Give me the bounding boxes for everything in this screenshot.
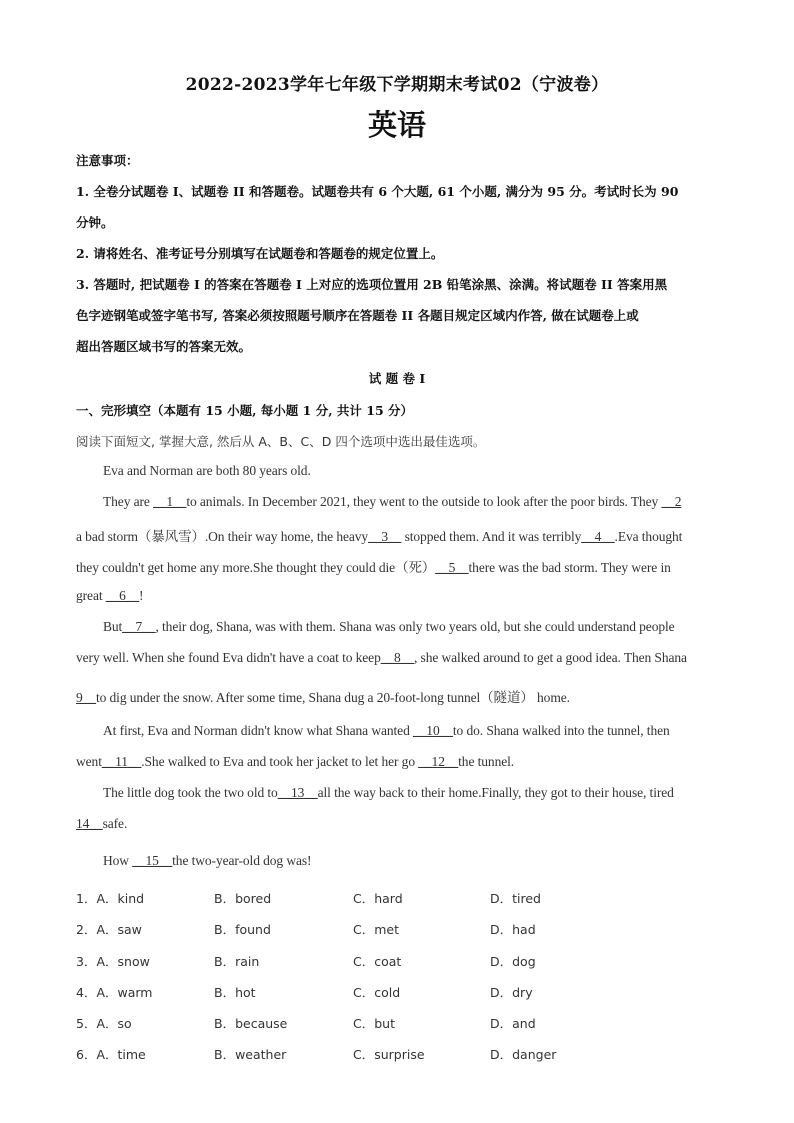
passage-text: they couldn't get home any more.She thought they could die（死） — [76, 560, 436, 575]
question-options-1 — [76, 889, 720, 909]
blank-4: __4__ — [581, 529, 615, 544]
blank-5: __5__ — [435, 560, 469, 575]
passage-text: all the way back to their home.Finally, they got to their house, tired — [317, 785, 674, 800]
passage-text: , she walked around to get a good idea. Then Shana — [414, 650, 687, 665]
option-a: 1．A．kind — [76, 891, 145, 906]
option-d: D．had — [490, 922, 536, 937]
blank-15: __15__ — [132, 853, 173, 868]
instruction: 阅读下面短文, 掌握大意, 然后从 A、B、C、D 四个选项中选出最佳选项。 — [76, 434, 486, 449]
option-d: D．dry — [490, 985, 533, 1000]
passage-line-4 — [76, 556, 720, 576]
notice-item-2: 2. 请将姓名、准考证号分别填写在试题卷和答题卷的规定位置上。 — [76, 246, 444, 261]
blank-13: __13__ — [277, 785, 318, 800]
option-d: D．and — [490, 1016, 536, 1031]
passage-text: .Eva thought — [614, 529, 683, 544]
notice-heading: 注意事项： — [76, 153, 139, 168]
passage-line-2 — [103, 494, 747, 510]
passage-text: to do. Shana walked into the tunnel, then — [452, 723, 670, 738]
passage-text: stopped them. And it was terribly — [401, 529, 582, 544]
passage-line-12 — [76, 816, 720, 832]
option-a: 3．A．snow — [76, 954, 150, 969]
passage-line-9 — [103, 723, 747, 739]
question-options-6 — [76, 1045, 720, 1065]
passage-line-3 — [76, 525, 720, 545]
option-b: B．found — [214, 922, 271, 937]
option-c: C．but — [353, 1016, 395, 1031]
notice-item-3-line-1: 3. 答题时, 把试题卷 I 的答案在答题卷 I 上对应的选项位置用 2B 铅笔涂黑、涂满。将试题卷 II 答案用黑 — [76, 277, 668, 292]
question-options-2 — [76, 920, 720, 940]
blank-3: __3__ — [368, 529, 402, 544]
option-c: C．surprise — [353, 1047, 425, 1062]
passage-text: the two-year-old dog was! — [172, 853, 312, 868]
blank-2: __2 — [661, 494, 682, 509]
passage-text: They are — [103, 494, 154, 509]
question-options-4 — [76, 983, 720, 1003]
blank-8: __8__ — [380, 650, 414, 665]
passage-text: The little dog took the two old to — [103, 785, 278, 800]
passage-line-6 — [103, 619, 747, 635]
passage-text: went — [76, 754, 102, 769]
option-b: B．weather — [214, 1047, 287, 1062]
notice-item-1-line-1: 1. 全卷分试题卷 I、试题卷 II 和答题卷。试题卷共有 6 个大题, 61 个小题, 满分为 95 分。考试时长为 90 — [76, 184, 679, 199]
passage-text: a bad storm（暴风雪）.On their way home, the heavy — [76, 529, 369, 544]
option-a: 4．A．warm — [76, 985, 153, 1000]
passage-text: safe. — [102, 816, 128, 831]
passage-line-13 — [103, 853, 747, 869]
passage-text: very well. When she found Eva didn't have a coat to keep — [76, 650, 381, 665]
option-d: D．tired — [490, 891, 541, 906]
blank-12: __12__ — [418, 754, 459, 769]
question-options-3 — [76, 952, 720, 972]
option-b: B．hot — [214, 985, 256, 1000]
option-b: B．bored — [214, 891, 272, 906]
passage-line-11 — [103, 785, 747, 801]
passage-text: ! — [139, 588, 144, 603]
option-d: D．dog — [490, 954, 536, 969]
blank-7: __7__ — [122, 619, 156, 634]
passage-text: How — [103, 853, 133, 868]
blank-1: __1__ — [153, 494, 187, 509]
subject-title: 英语 — [367, 108, 426, 142]
passage-line-1 — [103, 463, 747, 479]
notice-item-3-line-2: 色字迹钢笔或签字笔书写, 答案必须按照题号顺序在答题卷 II 各题目规定区域内作答, 做在试题卷上或 — [76, 308, 639, 323]
option-a: 6．A．time — [76, 1047, 146, 1062]
notice-item-3-line-3: 超出答题区域书写的答案无效。 — [76, 339, 252, 354]
option-c: C．coat — [353, 954, 402, 969]
passage-text: .She walked to Eva and took her jacket to let her go — [141, 754, 419, 769]
passage-text: , their dog, Shana, was with them. Shana was only two years old, but she could understand people — [155, 619, 675, 634]
blank-10: __10__ — [413, 723, 453, 738]
option-c: C．cold — [353, 985, 401, 1000]
passage-text: At first, Eva and Norman didn't know what Shana wanted — [103, 723, 413, 738]
paper-label: 试 题 卷 I — [368, 371, 426, 386]
blank-14: 14__ — [76, 816, 103, 831]
passage-line-10 — [76, 754, 720, 770]
passage-line-5 — [76, 588, 720, 604]
part-title: 一、完形填空（本题有 15 小题, 每小题 1 分, 共计 15 分） — [76, 403, 414, 418]
question-options-5 — [76, 1014, 720, 1034]
exam-title: 2022-2023学年七年级下学期期末考试02（宁波卷） — [185, 75, 609, 95]
option-c: C．met — [353, 922, 399, 937]
passage-text: great — [76, 588, 106, 603]
notice-item-1-line-2: 分钟。 — [76, 215, 114, 230]
option-b: B．rain — [214, 954, 260, 969]
passage-text: to animals. In December 2021, they went to the outside to look after the poor birds. They — [186, 494, 662, 509]
passage-line-7 — [76, 650, 720, 666]
passage-text: to dig under the snow. After some time, Shana dug a 20-foot-long tunnel（隧道） home. — [95, 690, 570, 705]
blank-6: __6__ — [105, 588, 140, 603]
passage-text: But — [103, 619, 123, 634]
passage-line-8 — [76, 686, 720, 706]
option-b: B．because — [214, 1016, 288, 1031]
option-a: 5．A．so — [76, 1016, 132, 1031]
option-d: D．danger — [490, 1047, 557, 1062]
passage-text: Eva and Norman are both 80 years old. — [103, 463, 311, 478]
option-a: 2．A．saw — [76, 922, 142, 937]
blank-9: 9__ — [76, 690, 96, 705]
blank-11: __11__ — [101, 754, 142, 769]
passage-text: there was the bad storm. They were in — [468, 560, 671, 575]
passage-text: the tunnel. — [458, 754, 515, 769]
option-c: C．hard — [353, 891, 403, 906]
